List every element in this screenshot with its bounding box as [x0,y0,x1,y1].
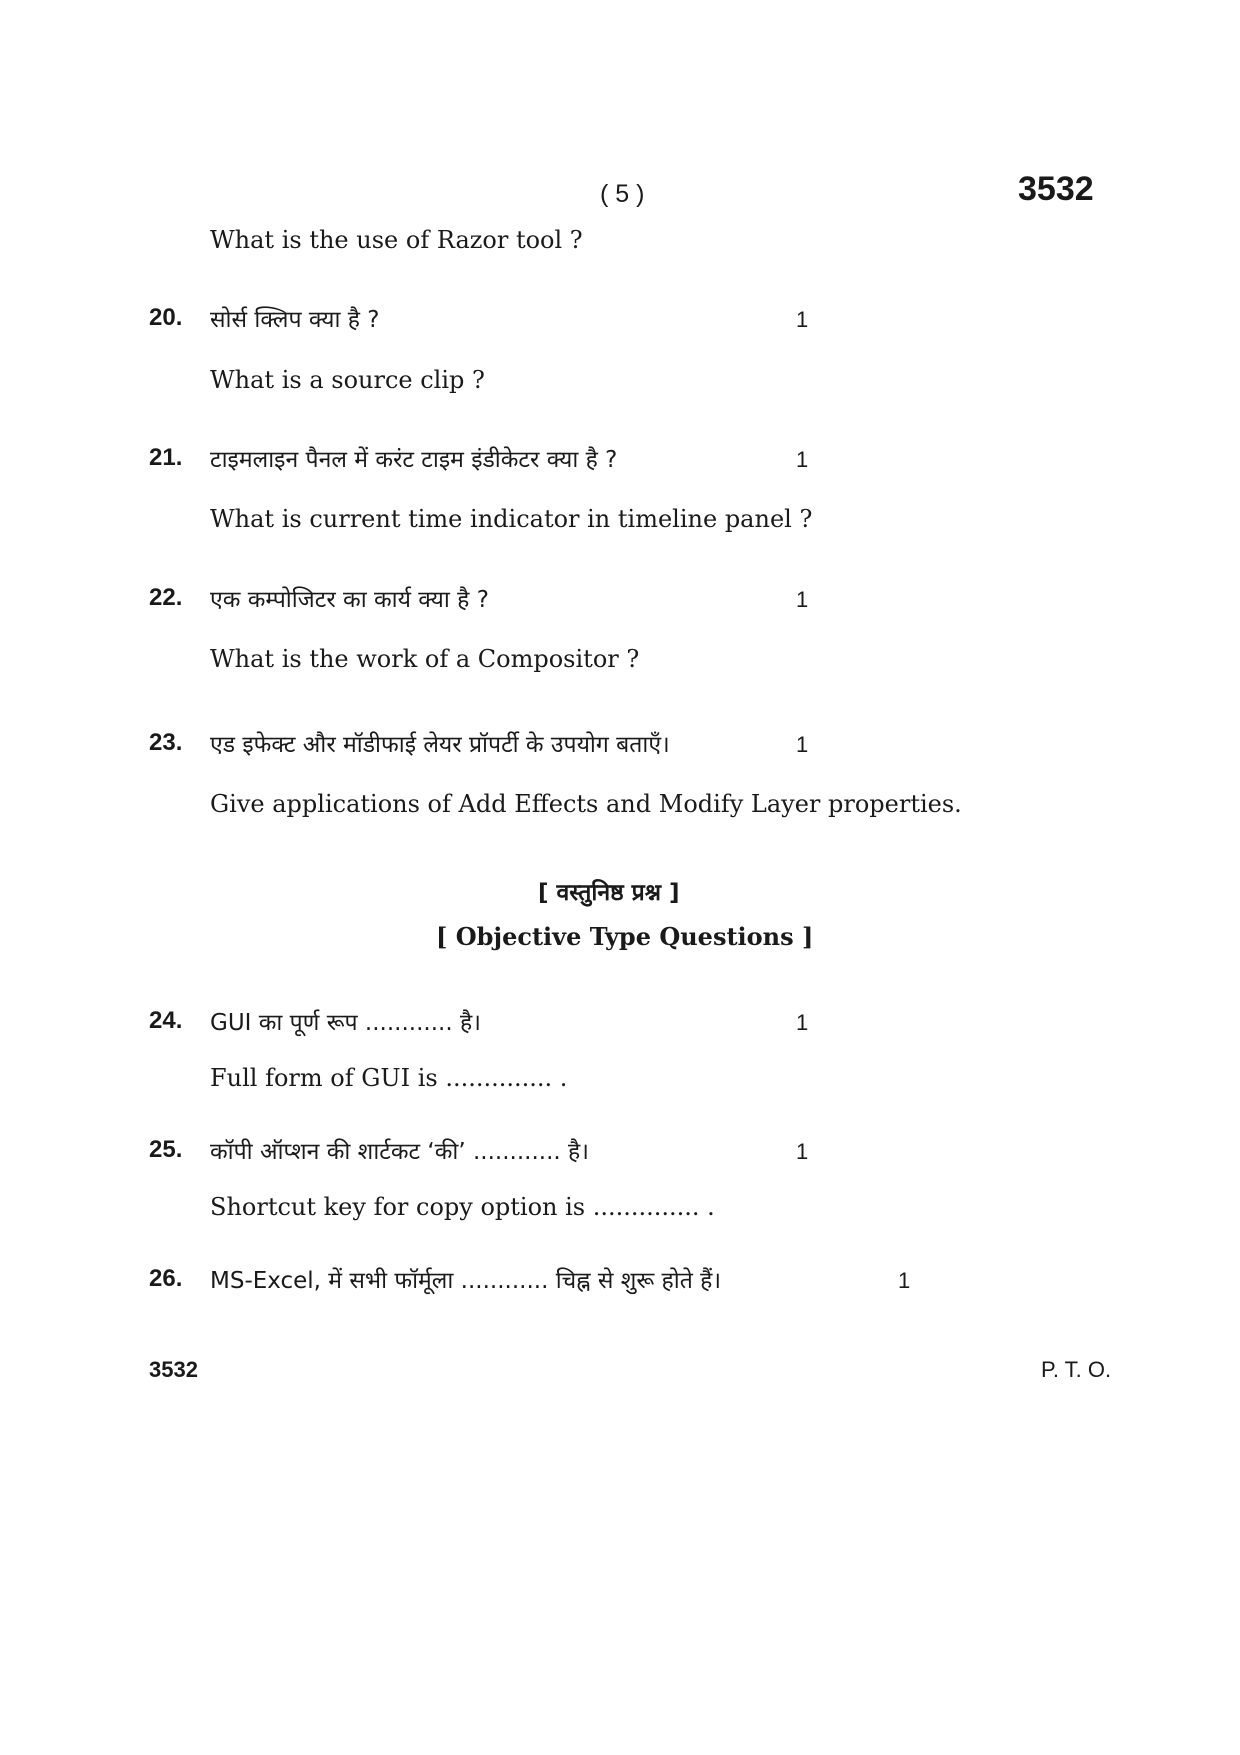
footer-paper-code: 3532 [149,1357,198,1382]
question-hindi: सोर्स क्लिप क्या है ? [210,307,380,333]
question-hindi: कॉपी ऑप्शन की शार्टकट ‘की’ ............ है। [210,1139,589,1165]
question-english: Shortcut key for copy option is .............. . [210,1193,715,1221]
question-number: 22. [149,584,183,611]
question-hindi: MS-Excel, में सभी फॉर्मूला ............ चिह्न से शुरू होते हैं। [210,1268,722,1294]
question-hindi: टाइमलाइन पैनल में करंट टाइम इंडीकेटर क्या है ? [210,447,618,473]
question-english: Give applications of Add Effects and Modify Layer properties. [210,790,962,818]
question-hindi: एक कम्पोजिटर का कार्य क्या है ? [210,587,489,613]
question-number: 21. [149,444,183,471]
question-hindi: GUI का पूर्ण रूप ............ है। [210,1010,481,1036]
question-marks: 1 [796,1010,809,1035]
question-marks: 1 [796,587,809,612]
section-heading-english: [ Objective Type Questions ] [436,922,814,951]
question-english: Full form of GUI is .............. . [210,1064,568,1092]
question-number: 20. [149,304,183,331]
question-hindi: एड इफेक्ट और मॉडीफाई लेयर प्रॉपर्टी के उपयोग बताएँ। [210,732,670,758]
question-english: What is a source clip ? [210,366,485,394]
section-heading-hindi: [ वस्तुनिष्ठ प्रश्न ] [538,880,680,906]
carryover-question-english: What is the use of Razor tool ? [210,226,583,254]
please-turn-over: P. T. O. [1041,1357,1112,1382]
question-number: 23. [149,729,183,756]
question-marks: 1 [796,1139,809,1164]
question-number: 26. [149,1265,183,1292]
question-number: 24. [149,1007,183,1034]
question-english: What is the work of a Compositor ? [210,645,640,673]
paper-code: 3532 [1018,170,1094,208]
question-marks: 1 [796,307,809,332]
question-marks: 1 [898,1268,911,1293]
question-number: 25. [149,1136,183,1163]
question-marks: 1 [796,732,809,757]
question-english: What is current time indicator in timeline panel ? [210,505,813,533]
page-number: ( 5 ) [600,180,645,208]
question-marks: 1 [796,447,809,472]
